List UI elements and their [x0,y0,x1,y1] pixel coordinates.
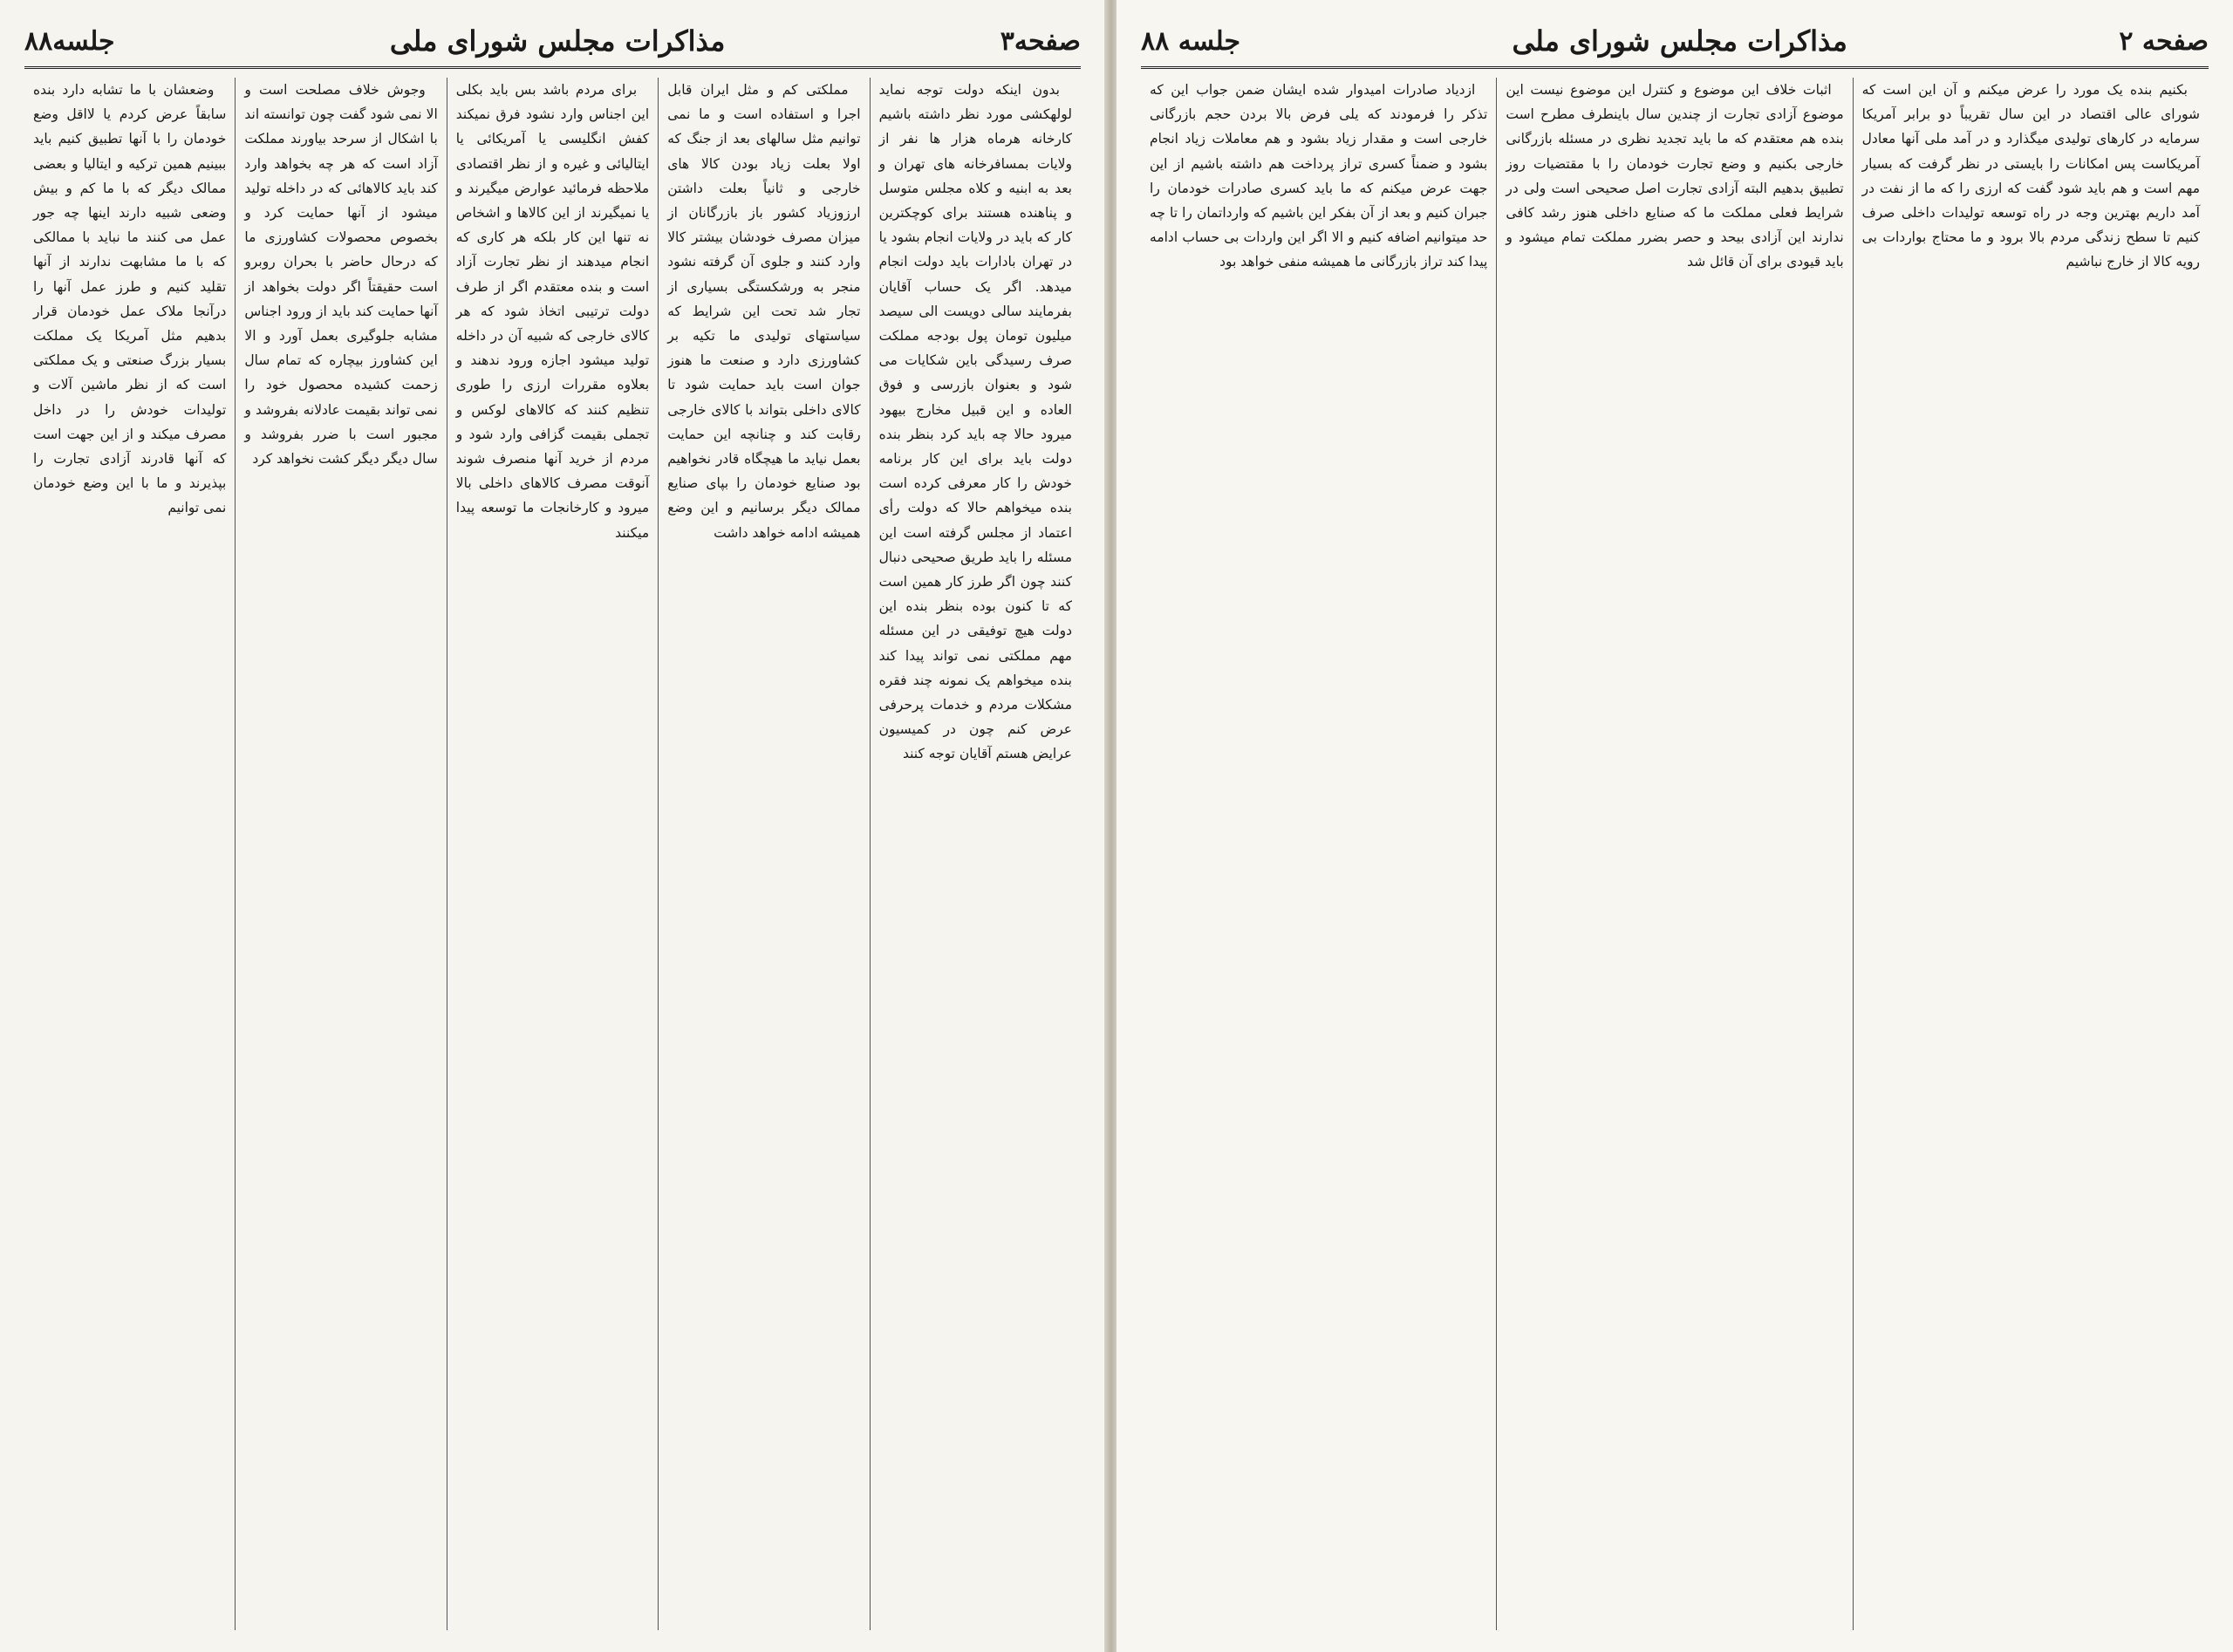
left-session-number: جلسه۸۸ [24,25,115,57]
right-column-3 [1141,78,1496,1630]
left-column-1-text: بدون اینکه دولت توجه نماید لولهکشی مورد نظر داشته باشیم کارخانه هرماه هزار ها نفر از ولایات بمسافرخانه های تهران و بعد به ابنیه و کلاه مجلس متوسل و پناهنده هستند برای کوچکترین کار که باید در ولایات انجام بشود یا در تهران بادارات باید دولت انجام میدهد. اگر یک حساب آقایان بفرمایند سالی دویست الی سیصد میلیون تومان پول بودجه مملکت صرف رسیدگی باین شکایات می شود و بعنوان بازرسی و فوق العاده و این قبیل مخارج بیهود میرود حالا چه باید کرد بنظر بنده دولت باید برای این کار برنامه خودش را کار معرفی کرده است بنده میخواهم حالا که دولت رأی اعتماد از مجلس گرفته است این مسئله را باید طریق صحیحی دنبال کنند چون اگر طرز کار همین است که تا کنون بوده بنظر بنده این دولت هیچ توفیقی در این مسئله مهم مملکتی نمی تواند پیدا کند بنده میخواهم یک نمونه چند فقره مشکلات مردم و خدمات پرحرفی عرض کنم چون در کمیسیون عرایض هستم آقایان توجه کنند [878,82,1072,762]
left-page-columns [24,78,1081,1630]
left-column-2-text: مملکتی کم و مثل ایران قابل اجرا و استفاده است و ما نمی توانیم مثل سالهای بعد از جنگ که اولا بعلت زیاد بودن کالا های خارجی و ثانیاً بعلت داشتن ارزوزیاد کشور باز بازرگانان از میزان مصرف خودشان بیشتر کالا وارد کنند و جلوی آن گرفته نشود منجر به ورشکستگی بسیاری از تجار شد تحت این شرایط که سیاستهای تولیدی ما تکیه بر کشاورزی دارد و صنعت ما هنوز جوان است باید حمایت شود تا کالای داخلی بتواند با کالای خارجی رقابت کند و چنانچه این حمایت بعمل نیاید ما هیچگاه قادر نخواهیم بود صنایع خودمان را بپای صنایع ممالک دیگر برسانیم و این وضع همیشه ادامه خواهد داشت [667,82,861,541]
right-page [1116,0,2233,1652]
left-column-4 [235,78,446,1630]
right-session-number: جلسه ۸۸ [1141,25,1241,57]
left-column-4-text: وجوش خلاف مصلحت است و الا نمی شود گفت چون توانسته اند با اشکال از سرحد بیاورند مملکت آزاد است که هر چه بخواهد وارد کند باید کالاهائی که در داخله تولید میشود از آنها حمایت کرد و بخصوص محصولات کشاورزی ما که درحال حاضر با بحران روبرو است حقیقتاً اگر دولت بخواهد از آنها حمایت کند باید از ورود اجناس مشابه جلوگیری بعمل آورد و الا این کشاورز بیچاره که تمام سال زحمت کشیده محصول خود را نمی تواند بقیمت عادلانه بفروشد و مجبور است با ضرر بفروشد و سال دیگر دیگر کشت نخواهد کرد [244,82,438,468]
left-page [0,0,1106,1652]
left-column-5 [24,78,235,1630]
right-page-header [1141,16,2209,69]
left-column-3 [447,78,658,1630]
left-page-title: مذاکرات مجلس شورای ملی [389,24,726,58]
left-column-3-text: برای مردم باشد بس باید بکلی این اجناس وارد نشود فرق نمیکند کفش انگلیسی یا آمریکائی یا ایتالیائی و غیره و از نظر اقتصادی ملاحظه فرمائید عوارض میگیرند و یا نمیگیرند از این کالاها و اشخاص نه تنها این کار بلکه هر کاری که انجام میدهند از نظر تجارت آزاد است و بنده معتقدم اگر از طرف دولت ترتیبی اتخاذ شود که هر کالای خارجی که شبیه آن در داخله تولید میشود اجازه ورود ندهند و بعلاوه مقررات ارزی را طوری تنظیم کنند که کالاهای لوکس و تجملی بقیمت گزافی وارد شود و مردم از خرید آنها منصرف شوند آنوقت مصرف کالاهای داخلی بالا میرود و کارخانجات ما توسعه پیدا میکنند [455,82,650,541]
right-column-1-text: بکنیم بنده یک مورد را عرض میکنم و آن این است که شورای عالی اقتصاد در این سال تقریباً دو برابر آمریکا سرمایه در کارهای تولیدی میگذارد و در آمد ملی آنها معادل آمریکاست پس امکانات را بایستی در نظر گرفت که بسیار مهم است و هم باید شود گفت که ارزی را که ما از نفت در آمد داریم بهترین وجه در راه توسعه تولیدات داخلی صرف کنیم تا سطح زندگی مردم بالا برود و ما محتاج بواردات بی رویه کالا از خارج نباشیم [1861,82,2200,270]
right-page-number: صفحه ۲ [2119,25,2209,57]
left-column-2 [658,78,869,1630]
left-page-number: صفحه۳ [1000,25,1081,57]
right-column-1 [1853,78,2209,1630]
right-column-3-text: ازدیاد صادرات امیدوار شده ایشان ضمن جواب این که تذکر را فرمودند که یلی فرض بالا بردن حجم بازرگانی خارجی است و مقدار زیاد بشود و هم معاملات زیاد انجام بشود و ضمناً کسری تراز پرداخت هم داشته باشیم از این جهت عرض میکنم که ما باید کسری صادرات خودمان را جبران کنیم و بعد از آن بفکر این باشیم که وارداتمان را تا چه حد میتوانیم اضافه کنیم و الا اگر این واردات بی حساب ادامه پیدا کند تراز بازرگانی ما همیشه منفی خواهد بود [1150,82,1488,270]
left-page-header [24,16,1081,69]
right-page-columns [1141,78,2209,1630]
right-page-title: مذاکرات مجلس شورای ملی [1512,24,1847,58]
right-column-2-text: اثبات خلاف این موضوع و کنترل این موضوع نیست این موضوع آزادی تجارت از چندین سال باینطرف مطرح است بنده هم معتقدم که ما باید تجدید نظری در مسئله بازرگانی خارجی بکنیم و وضع تجارت خودمان را با مقتضیات روز تطبیق بدهیم البته آزادی تجارت اصل صحیحی است ولی در شرایط فعلی مملکت ما که صنایع داخلی هنوز رشد کافی ندارند این آزادی بیحد و حصر بضرر مملکت تمام میشود و باید قیودی برای آن قائل شد [1506,82,1844,270]
left-column-5-text: وضعشان با ما تشابه دارد بنده سابقاً عرض کردم یا لااقل وضع خودمان را با آنها تطبیق کنیم باید ببینیم همین ترکیه و ایتالیا و بعضی ممالک دیگر که با ما کم و بیش وضعی شبیه دارند اینها چه جور عمل می کنند ما نباید با ممالکی که با ما مشابهت ندارند از آنها تقلید کنیم و طرز عمل آنها را درآنجا ملاک عمل خودمان قرار بدهیم مثل آمریکا یک مملکت بسیار بزرگ صنعتی و یک مملکتی است که از نظر ماشین آلات و تولیدات خودش را در داخل مصرف میکند و از این جهت است که آنها قادرند آزادی تجارت را بپذیرند و ما با این وضع خودمان نمی توانیم [32,82,227,516]
right-column-2 [1496,78,1852,1630]
left-column-1 [870,78,1081,1630]
